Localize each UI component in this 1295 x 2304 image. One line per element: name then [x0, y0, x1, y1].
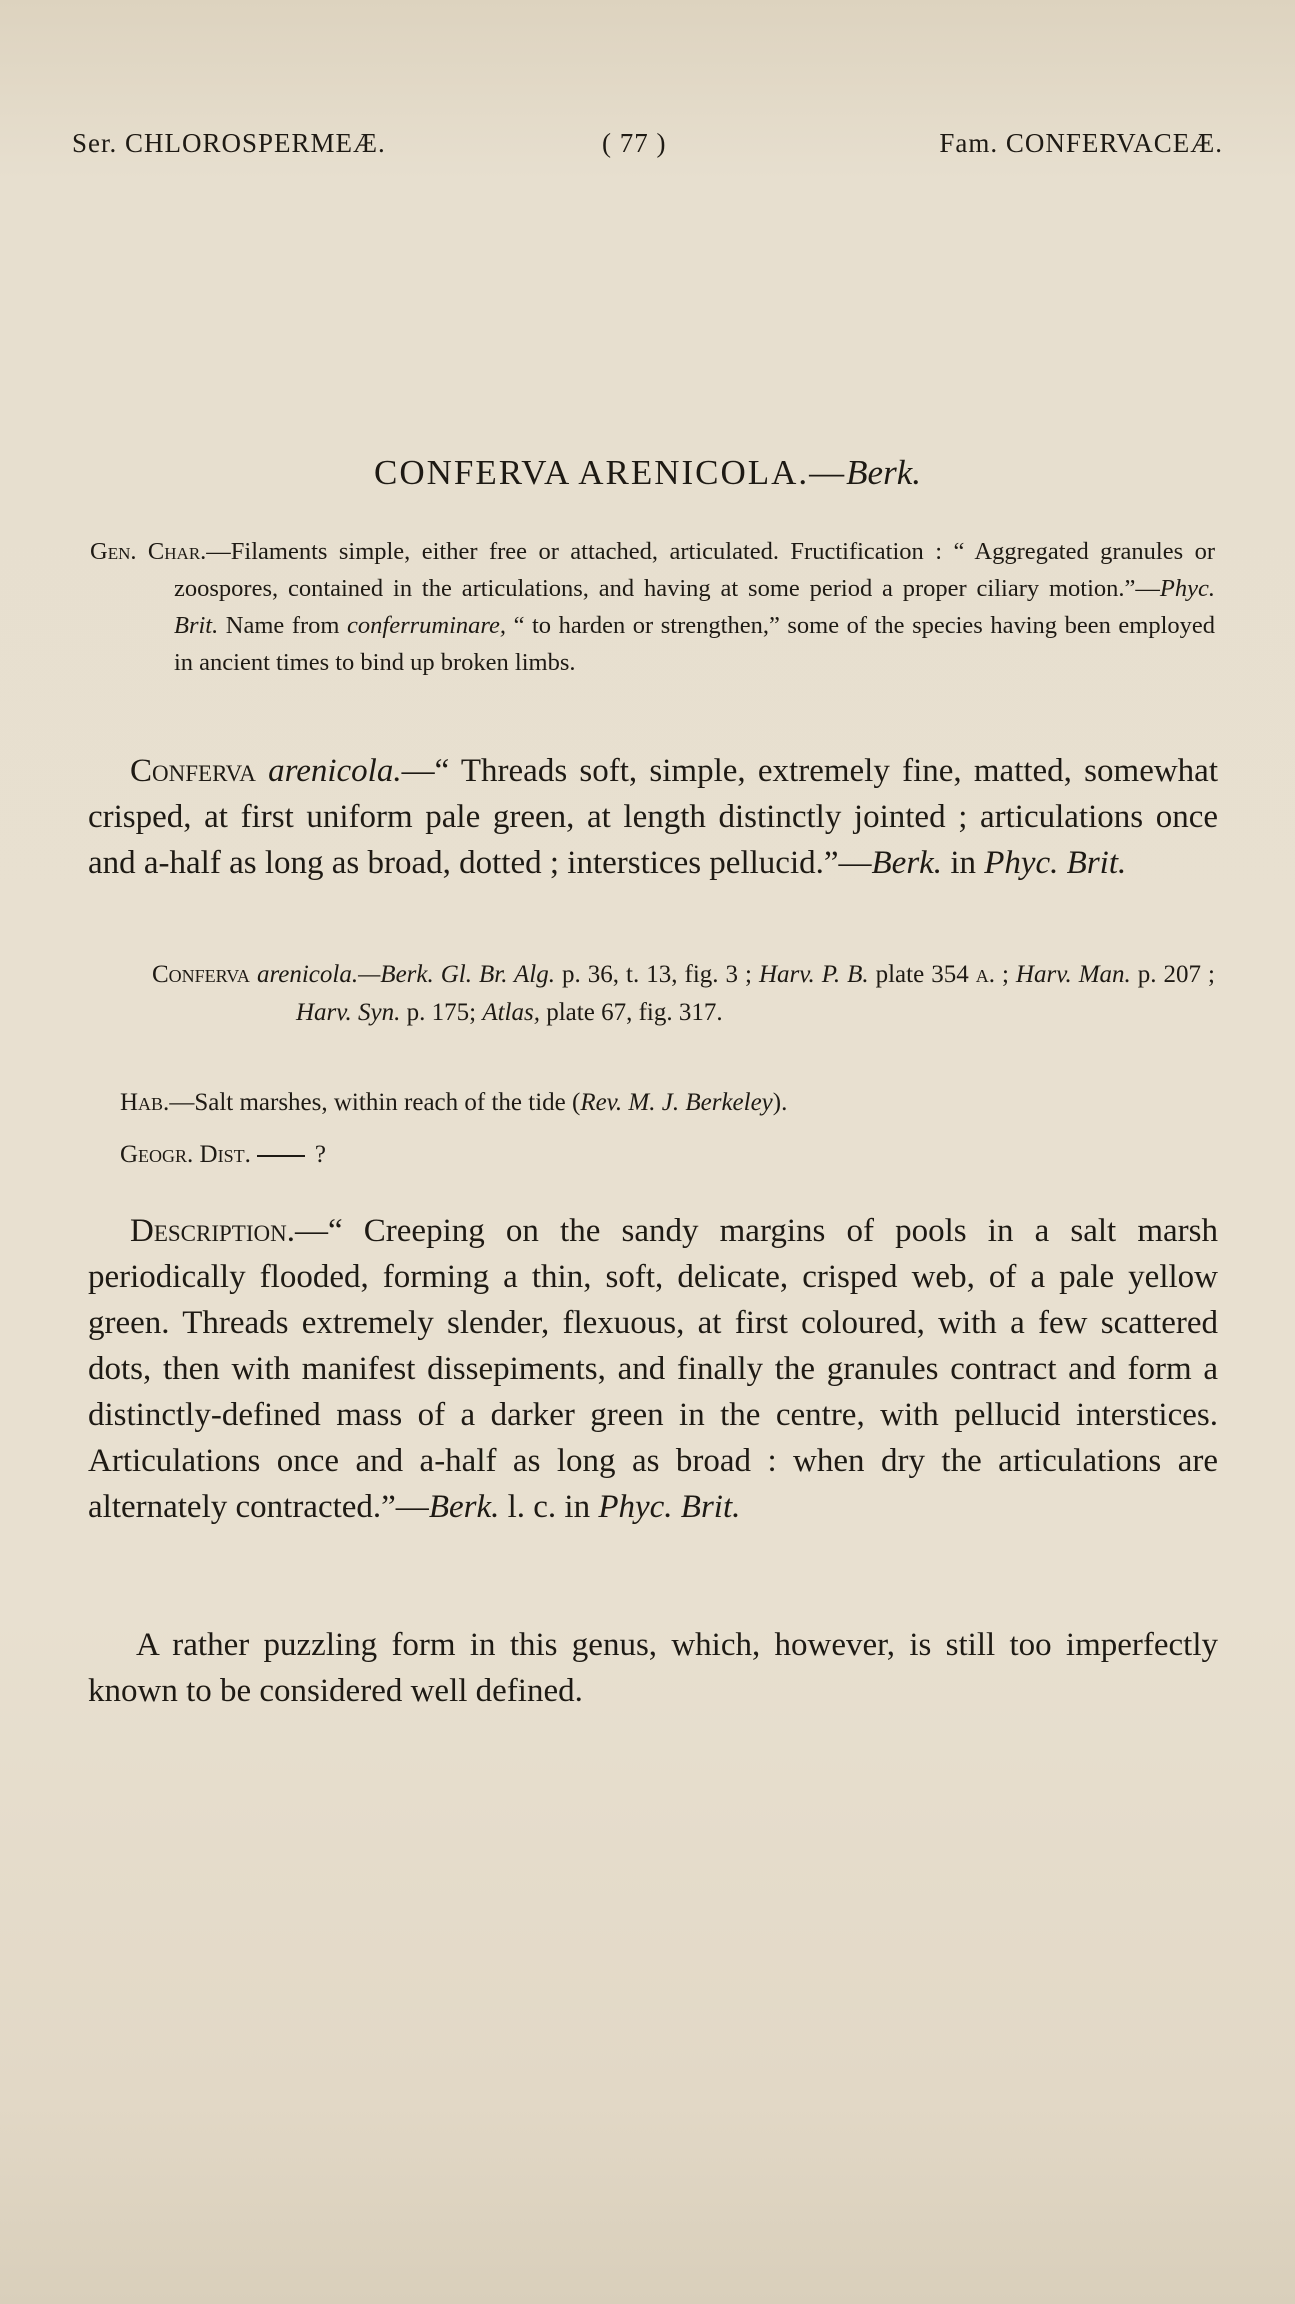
generic-character-reference: Phyc. Brit.	[174, 575, 1215, 639]
synonymy-text-2c: ;	[994, 961, 1016, 988]
generic-character-etymology-word: conferruminare,	[347, 612, 507, 639]
synonymy-text-5: plate 67, fig. 317.	[539, 999, 723, 1026]
geographic-distribution-label: Geogr. Dist.	[120, 1141, 251, 1168]
synonymy-text-1: p. 36, t. 13, fig. 3 ;	[555, 961, 759, 988]
diagnosis-author: Berk.	[871, 845, 943, 881]
running-head-family: Fam. CONFERVACEÆ.	[939, 128, 1223, 158]
synonymy-ref-4: Atlas,	[482, 999, 540, 1026]
description-mid: l. c. in	[499, 1489, 599, 1525]
diagnosis-source: Phyc. Brit.	[984, 845, 1127, 881]
diagnosis-genus: Conferva	[130, 753, 256, 789]
species-description	[88, 1208, 1218, 1530]
synonymy-text-2: plate 354	[868, 961, 976, 988]
synonymy-ref-1: Harv. P. B.	[758, 961, 869, 988]
generic-character-text-2: Name from	[218, 612, 348, 639]
species-title-name: CONFERVA ARENICOLA.—	[374, 453, 847, 492]
habitat-label: Hab.	[120, 1089, 170, 1116]
diagnosis-text: —“ Threads soft, simple, extremely fine, matted, somewhat crisped, at first uniform pale green, at length distinctly jointed ; articulations once and a-half as long as broad, dotted ; interstices pellucid.”—	[88, 753, 1218, 881]
synonymy-species: arenicola.—Berk. Gl. Br. Alg.	[256, 961, 556, 988]
generic-character-label: Gen. Char.	[90, 538, 207, 565]
synonymy-ref-3: Harv. Syn.	[296, 999, 401, 1026]
synonymy-ref-2: Harv. Man.	[1015, 961, 1131, 988]
geographic-distribution	[120, 1136, 1215, 1174]
description-source: Phyc. Brit.	[598, 1489, 741, 1525]
generic-character-paragraph	[90, 533, 1215, 681]
description-label: Description.	[130, 1213, 295, 1249]
page-number: ( 77 )	[602, 128, 667, 158]
synonymy-genus: Conferva	[152, 961, 250, 988]
synonymy-text-2b: a.	[975, 961, 995, 988]
geographic-distribution-value: ?	[314, 1141, 326, 1168]
habitat	[120, 1084, 1215, 1122]
description-text: —“ Creeping on the sandy margins of pools in a salt marsh periodically flooded, forming a thin, soft, delicate, crisped web, of a pale yellow green. Threads extremely slender, flexuous, at first coloured, with a few scattered dots, then with manifest dissepiments, and finally the granules contract and form a distinctly-defined mass of a darker green in the centre, with pellucid interstices. Articulations once and a-half as long as broad : when dry the articulations are alternately contracted.”—	[88, 1213, 1218, 1525]
synonymy-references	[152, 956, 1215, 1032]
dash-rule	[257, 1155, 305, 1157]
running-head	[72, 128, 1223, 168]
diagnosis-species: arenicola.	[268, 753, 402, 789]
habitat-text: —Salt marshes, within reach of the tide (	[169, 1089, 581, 1116]
generic-character	[90, 533, 1215, 681]
species-title	[0, 453, 1295, 493]
generic-character-text-3: “ to harden or strengthen,” some of the species having been employed in ancient times to bind up broken limbs.	[174, 612, 1216, 676]
habitat-close: ).	[772, 1089, 788, 1116]
species-diagnosis	[88, 748, 1218, 886]
habitat-collector: Rev. M. J. Berkeley	[580, 1089, 773, 1116]
remark-paragraph: A rather puzzling form in this genus, which, however, is still too imperfectly known to be considered well defined.	[88, 1627, 1218, 1709]
running-head-series: Ser. CHLOROSPERMEÆ.	[72, 128, 386, 158]
diagnosis-in: in	[942, 845, 985, 881]
generic-character-text-1: —Filaments simple, either free or attached, articulated. Fructification : “ Aggregated granules or zoospores, contained in the articulations, and having at some period a proper ciliary motion.”—	[174, 538, 1215, 602]
species-title-author: Berk.	[846, 453, 921, 492]
synonymy-text-3: p. 207 ;	[1130, 961, 1215, 988]
synonymy-text-4: p. 175;	[400, 999, 483, 1026]
description-author: Berk.	[428, 1489, 500, 1525]
